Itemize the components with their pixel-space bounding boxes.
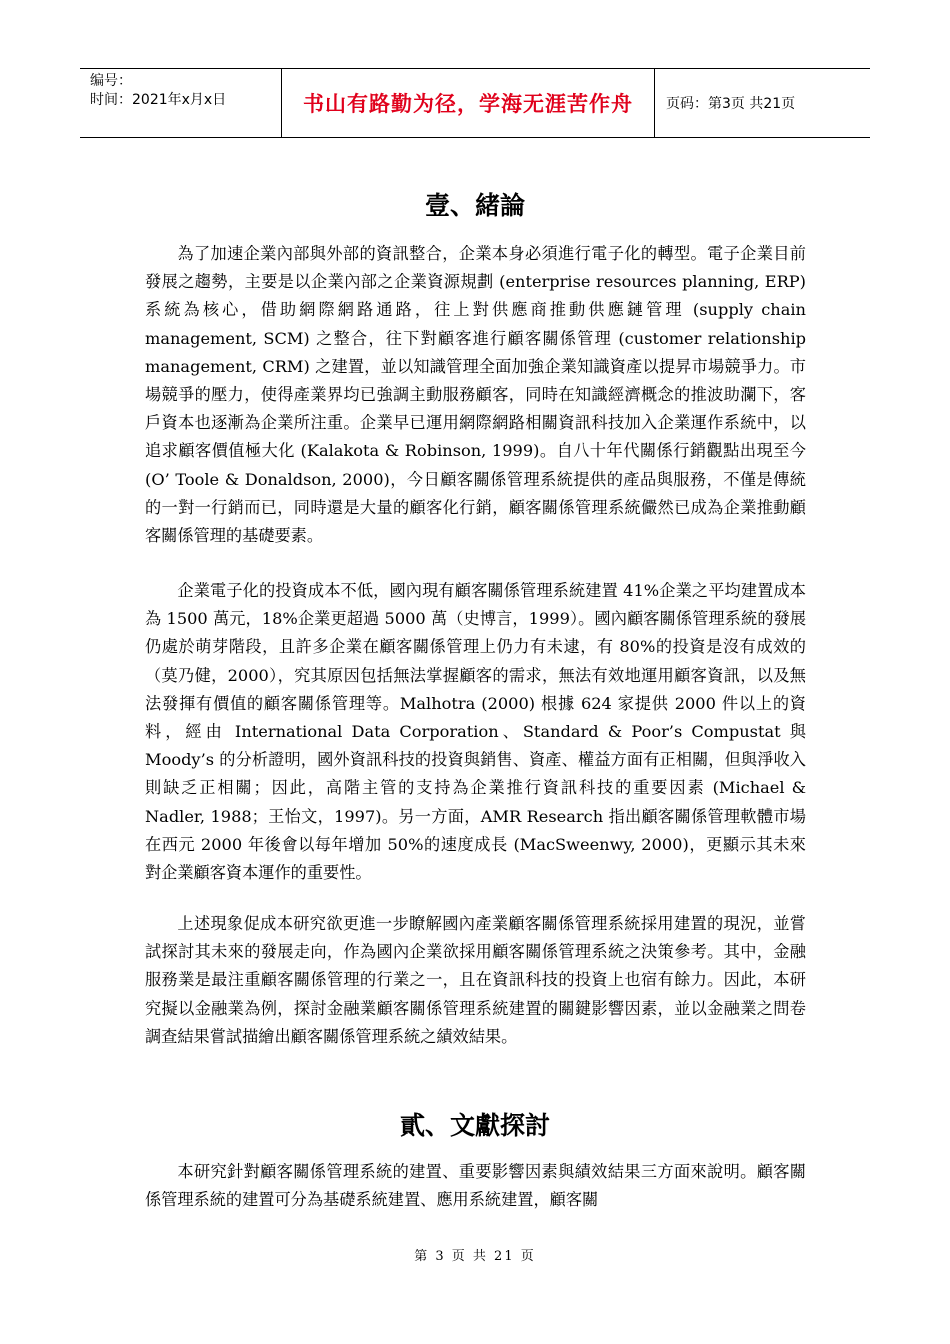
section-heading-introduction: 壹、緒論	[424, 191, 525, 220]
document-number-label: 编号：	[90, 73, 132, 89]
header-motto: 书山有路勤为径，学海无涯苦作舟	[303, 92, 633, 116]
page-header	[80, 68, 870, 138]
paragraph: 本研究針對顧客關係管理系統的建置、重要影響因素與績效結果三方面來說明。顧客關係管理系統的建置可分為基礎系統建置、應用系統建置，顧客關	[145, 1162, 806, 1210]
header-meta	[80, 69, 282, 137]
section-heading-literature-review: 貳、文獻探討	[399, 1111, 550, 1140]
paragraph: 上述現象促成本研究欲更進一步瞭解國內產業顧客關係管理系統採用建置的現況，並嘗試探討其未來的發展走向，作為國內企業欲採用顧客關係管理系統之決策參考。其中，金融服務業是最注重顧客關係管理的行業之一，且在資訊科技的投資上也宿有餘力。因此，本研究擬以金融業為例，探討金融業顧客關係管理系統建置的關鍵影響因素，並以金融業之問卷調查結果嘗試描繪出顧客關係管理系統之績效結果。	[145, 914, 806, 1046]
paragraph: 企業電子化的投資成本不低，國內現有顧客關係管理系統建置 41%企業之平均建置成本為 1500 萬元，18%企業更超過 5000 萬（史博言，1999）。國內顧客關係管理系統的發展仍處於萌芽階段，且許多企業在顧客關係管理上仍力有未逮，有 80%的投資是沒有成效的（莫乃健，2000），究其原因包括無法掌握顧客的需求，無法有效地運用顧客資訊，以及無法發揮有價值的顧客關係管理等。Malhotra (2000) 根據 624 家提供 2000 件以上的資料，經由 International Data Corporation、Standard & Poor’s Compustat 與 Moody’s 的分析證明，國外資訊科技的投資與銷售、資產、權益方面有正相關，但與淨收入則缺乏正相關；因此，高階主管的支持為企業推行資訊科技的重要因素 (Michael & Nadler, 1988；王怡文，1997)。另一方面，AMR Research 指出顧客關係管理軟體市場在西元 2000 年後會以每年增加 50%的速度成長 (MacSweenwy, 2000)，更顯示其未來對企業顧客資本運作的重要性。	[145, 581, 806, 883]
header-page-info-cell	[654, 69, 870, 137]
paragraph: 為了加速企業內部與外部的資訊整合，企業本身必須進行電子化的轉型。電子企業目前發展之趨勢，主要是以企業內部之企業資源規劃 (enterprise resources planning, ERP) 系統為核心，借助網際網路通路，往上對供應商推動供應鏈管理 (supply chain management, SCM) 之整合，往下對顧客進行顧客關係管理 (customer relationship management, CRM) 之建置，並以知識管理全面加強企業知識資產以提昇市場競爭力。市場競爭的壓力，使得產業界均已強調主動服務顧客，同時在知識經濟概念的推波助瀾下，客戶資本也逐漸為企業所注重。企業早已運用網際網路相關資訊科技加入企業運作系統中，以追求顧客價值極大化 (Kalakota & Robinson, 1999)。自八十年代關係行銷觀點出現至今 (O’ Toole & Donaldson, 2000)，今日顧客關係管理系統提供的產品與服務，不僅是傳統的一對一行銷而已，同時還是大量的顧客化行銷，顧客關係管理系統儼然已成為企業推動顧客關係管理的基礎要素。	[145, 244, 806, 546]
header-page-info: 页码：第3页 共21页	[666, 96, 796, 112]
date-label: 时间：2021年x月x日	[90, 92, 227, 108]
page-footer: 第 3 页 共 21 页	[414, 1249, 536, 1264]
header-motto-cell	[282, 69, 655, 137]
